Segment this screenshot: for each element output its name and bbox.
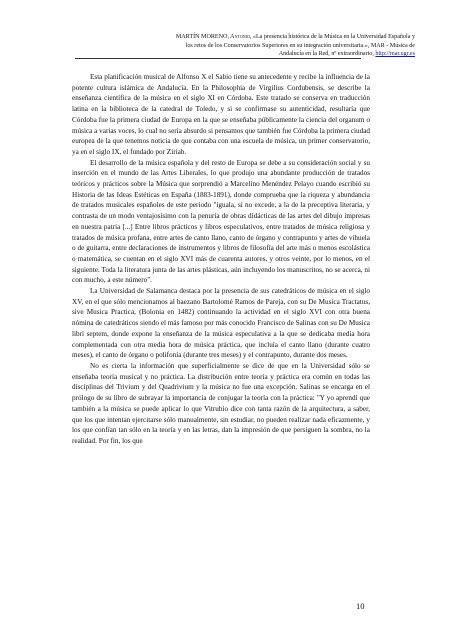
header-rule <box>75 58 361 59</box>
paragraph: La Universidad de Salamanca destaca por la presencia de sus catedráticos de música en el siglo XV, en el que sólo mencionamos al baezano Bartolomé Ramos de Pareja, con su De Musica Tractatus, sive Musica Practica, (Bolonia en 1482) continuando la actividad en el siglo XVI con otra buena nómina de catedráticos siendo el más famoso por más conocido Francisco de Salinas con su De Musica libri septem, donde expone la enseñanza de la música especulativa a la que se dedicaba media hora complementada con otra media hora de música práctica, que incluía el canto llano (durante cuatro meses), el canto de órgano o polifonía (durante tres meses) y el contrapunto, durante dos meses. <box>72 287 370 360</box>
paragraph: El desarrollo de la música española y del resto de Europa se debe a su consideración social y su inserción en el mundo de las Artes Liberales, lo que produjo una abundante producción de tratados teóricos y prácticos sobre la Música que sorprendió a Marcelino Menéndez Pelayo cuando escribió su Historia de las Ideas Estéticas en España (1883-1891), donde comprueba que la riqueza y abundancia de tratados musicales españoles de este periodo "iguala, si no excede, a la de la preceptiva literaria, y contrasta de un modo ventajosísimo con la penuria de obras didácticas de las artes del dibujo impresas en nuestra patria [...] Entre libros prácticos y libros especulativos, entre tratados de música religiosa y tratados de música profana, entre artes de canto llano, canto de órgano y contrapunto y artes de vihuela o de guitarra, entre declaraciones de instrumentos y libros de filosofía del arte más o menos escolástica o matemática, se cuentan en el siglo XVI más de cuarenta autores, y otros veinte, por lo menos, en el siguiente. Toda la literatura junta de las artes plásticas, aún incluyendo los manuscritos, no se acerca, ni con mucho, a este número". <box>72 158 370 285</box>
header-line-2: los retos de los Conservatorios Superiores en su integración universitaria.», MAR - Música de <box>185 42 415 49</box>
header-source: Andalucía en la Red, nº extraordinario, <box>278 51 376 58</box>
header-line-1 <box>55 33 415 42</box>
paragraph: Esta planificación musical de Alfonso X el Sabio tiene su antecedente y recibe la influencia de la potente cultura islámica de Andalucía. En la Philosophia de Virgilius Cordubensis, se describe la enseñanza científica de la música en el siglo XI en Córdoba. Este tratado se conserva en traducción latina en la biblioteca de la catedral de Toledo, y si se confirmase su autenticidad, resultaría que Córdoba fue la primera ciudad de Europa en la que se enseñaba públicamente la ciencia del organum o música a varias voces, lo cual no sería absurdo si pensamos que también fue Córdoba la primera ciudad europea de la que tenemos noticia de que contaba con una escuela de música, un primer conservatorio, ya en el siglo IX, el fundado por Ziriab. <box>72 73 370 156</box>
body-text <box>72 72 370 447</box>
header-link[interactable]: http://mar.ugr.es <box>375 51 415 58</box>
page-number: 10 <box>356 601 365 611</box>
header-title-start: , «La presencia histórica de la Música en la Universidad Española y <box>249 34 415 40</box>
running-header <box>55 33 415 59</box>
header-author: MARTÍN MORENO, Antonio <box>175 34 250 40</box>
paragraph: No es cierta la información que superficialmente se dice de que en la Universidad sólo se enseñaba teoría musical y no práctica. La distribución entre teoría y práctica era común en todas las disciplinas del Trivium y del Quadrivium y la música no fue una excepción. Salinas se encarga en el prólogo de su libro de subrayar la importancia de conjugar la teoría con la práctica: "Y yo aprendí que también a la música se puede aplicar lo que Vitrubio dice con tanta razón de la arquitectura, a saber, que los que intentan ejercitarse sólo manualmente, sin estudiar, no pueden realizar nada eficazmente, y los que confían tan sólo en la teoría y en las letras, dan la impresión de que persiguen la sombra, no la realidad. Por fin, los que <box>72 361 370 445</box>
